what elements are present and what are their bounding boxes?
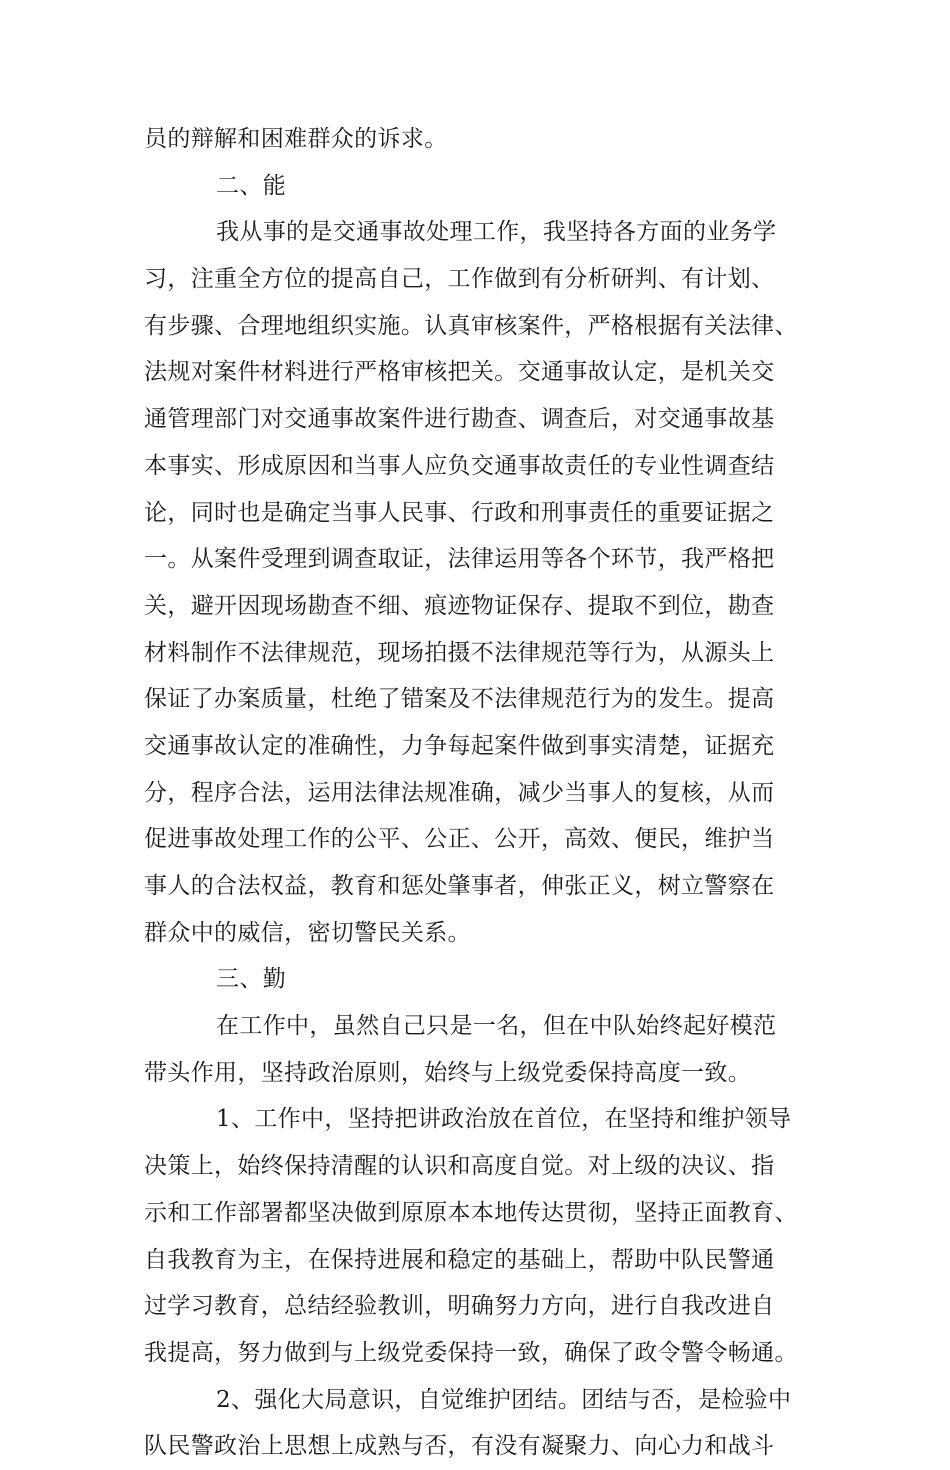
text-line: 保证了办案质量，杜绝了错案及不法律规范行为的发生。提高 bbox=[144, 686, 775, 713]
text-line: 队民警政治上思想上成熟与否，有没有凝聚力、向心力和战斗 bbox=[144, 1433, 775, 1460]
text-line: 事人的合法权益，教育和惩处肇事者，伸张正义，树立警察在 bbox=[144, 873, 775, 899]
text-line: 本事实、形成原因和当事人应负交通事故责任的专业性调查结 bbox=[144, 452, 775, 479]
text-line: 三、勤 bbox=[216, 966, 287, 993]
text-line: 一。从案件受理到调查取证，法律运用等各个环节，我严格把 bbox=[144, 546, 775, 573]
text-line: 2、强化大局意识，自觉维护团结。团结与否，是检验中 bbox=[216, 1386, 792, 1413]
body-text bbox=[144, 116, 824, 1470]
text-line: 决策上，始终保持清醒的认识和高度自觉。对上级的决议、指 bbox=[144, 1153, 775, 1180]
text-line: 分，程序合法，运用法律法规准确，减少当事人的复核，从而 bbox=[144, 779, 775, 806]
text-line: 二、能 bbox=[216, 172, 287, 199]
text-line: 交通事故认定的准确性，力争每起案件做到事实清楚，证据充 bbox=[144, 732, 775, 759]
text-line: 促进事故处理工作的公平、公正、公开，高效、便民，维护当 bbox=[144, 826, 775, 853]
text-line: 过学习教育，总结经验教训，明确努力方向，进行自我改进自 bbox=[144, 1293, 775, 1320]
text-line: 群众中的威信，密切警民关系。 bbox=[144, 919, 471, 946]
text-line: 法规对案件材料进行严格审核把关。交通事故认定，是机关交 bbox=[144, 359, 775, 386]
text-line: 带头作用，坚持政治原则，始终与上级党委保持高度一致。 bbox=[144, 1059, 752, 1086]
text-line: 员的辩解和困难群众的诉求。 bbox=[144, 126, 448, 152]
text-line: 习，注重全方位的提高自己，工作做到有分析研判、有计划、 bbox=[144, 266, 775, 293]
text-line: 论，同时也是确定当事人民事、行政和刑事责任的重要证据之 bbox=[144, 499, 775, 526]
text-line: 在工作中，虽然自己只是一名，但在中队始终起好模范 bbox=[216, 1013, 777, 1040]
text-line: 自我教育为主，在保持进展和稳定的基础上，帮助中队民警通 bbox=[144, 1246, 775, 1273]
text-line: 1、工作中，坚持把讲政治放在首位，在坚持和维护领导 bbox=[216, 1106, 792, 1133]
text-line: 关，避开因现场勘查不细、痕迹物证保存、提取不到位，勘查 bbox=[144, 592, 775, 619]
text-line: 示和工作部署都坚决做到原原本本地传达贯彻，坚持正面教育、 bbox=[144, 1199, 798, 1226]
text-line: 有步骤、合理地组织实施。认真审核案件，严格根据有关法律、 bbox=[144, 312, 798, 339]
text-line: 材料制作不法律规范，现场拍摄不法律规范等行为，从源头上 bbox=[144, 639, 775, 666]
text-line: 我提高，努力做到与上级党委保持一致，确保了政令警令畅通。 bbox=[144, 1339, 798, 1366]
text-line: 我从事的是交通事故处理工作，我坚持各方面的业务学 bbox=[216, 219, 777, 246]
text-line: 通管理部门对交通事故案件进行勘查、调查后，对交通事故基 bbox=[144, 406, 775, 433]
